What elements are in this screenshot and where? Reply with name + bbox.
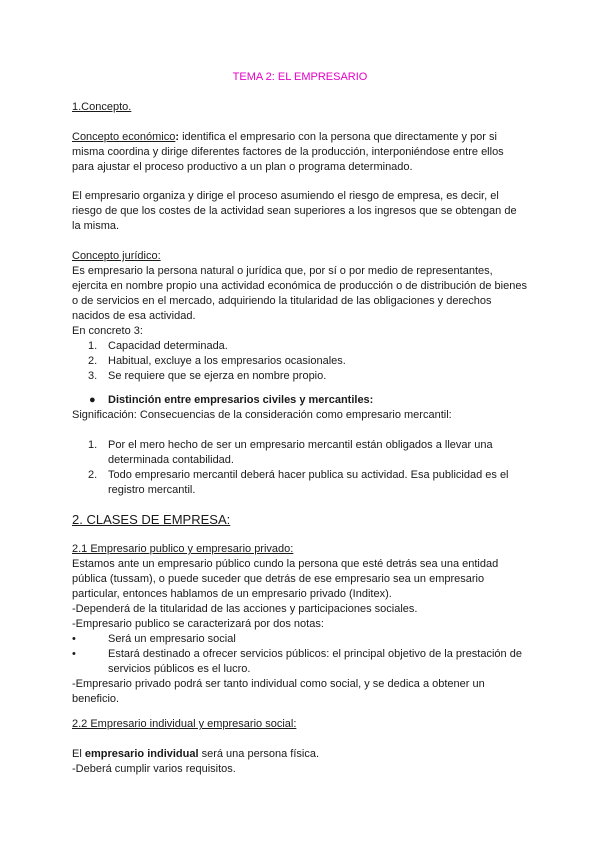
distincion-block [72,393,528,423]
individual-social-heading: 2.2 Empresario individual y empresario social: [72,718,297,730]
concepto-economico-paragraph: Concepto económico: identifica el empresario con la persona que directamente y por si misma coordina y dirige diferentes factores de la producción, interponiéndose entre ellos para ajustar el proceso productivo a un plan o programa determinado. [72,131,504,173]
en-concreto-text: En concreto 3: [72,325,143,337]
list-item: 2. Todo empresario mercantil deberá hacer publica su actividad. Esa publicidad es el registro mercantil. [88,469,509,496]
list-item: 1. Capacidad determinada. [88,340,228,352]
list-item: 3. Se requiere que se ejerza en nombre propio. [88,370,327,382]
subsection-publico-privado: 2.1 Empresario publico y empresario privado: [72,543,294,555]
bullet-item: • Será un empresario social [72,633,236,645]
section-concepto-heading: 1.Concepto. [72,101,132,113]
publico-privado-block: 2.1 Empresario publico y empresario privado: Estamos ante un empresario público cundo la persona que esté detrás sea una entidad pública (tussam), o puede suceder que detrás de ese empresario sea un empresario particular, entonces hablamos de un empresario privado (Inditex). -Dependerá de la titularidad de las acciones y participaciones sociales. -Empresario publico se caracterizará por dos notas: • Será un empresario social • Estará destinado a ofrecer servicios públicos: el principal objetivo de la prestación de servicios públicos es el lucro. -Empresario privado podrá ser tanto individual como social, y se dedica a obtener un beneficio. [72,542,528,707]
bullet-item: • Estará destinado a ofrecer servicios públicos: el principal objetivo de la prestación de servicios públicos es el lucro. [72,648,522,675]
riesgo-paragraph: El empresario organiza y dirige el proceso asumiendo el riesgo de empresa, es decir, el riesgo de que los costes de la actividad sean superiores a los ingresos que se obtengan de la misma. [72,190,517,232]
bullet-icon: • [72,633,76,645]
bullet-icon: ● [89,394,96,406]
section-clases-heading: 2. CLASES DE EMPRESA: [72,512,231,527]
list-item: 2. Habitual, excluye a los empresarios ocasionales. [88,355,346,367]
requisitos-list [72,339,528,384]
consecuencias-list [72,438,528,498]
distincion-bullet: ● Distinción entre empresarios civiles y mercantiles: [89,394,374,406]
concepto-economico-label: Concepto económico [72,131,176,143]
page-title: TEMA 2: EL EMPRESARIO [232,71,368,83]
concepto-juridico-text: Es empresario la persona natural o jurídica que, por sí o por medio de representantes, ejercita en nombre propio una actividad económica de producción o de distribución de bienes o de servicios en el mercado, adquiriendo la titularidad de las obligaciones y derechos nacidos de esa actividad. [72,265,527,322]
significacion-text: Significación: Consecuencias de la consideración como empresario mercantil: [72,409,452,421]
concepto-juridico-label: Concepto jurídico: [72,250,161,262]
concepto-juridico-block [72,249,528,384]
bullet-icon: • [72,648,76,660]
list-item: 1. Por el mero hecho de ser un empresario mercantil están obligados a llevar una determinada contabilidad. [88,439,493,466]
individual-block: El empresario individual será una persona física. -Deberá cumplir varios requisitos. [72,748,320,775]
